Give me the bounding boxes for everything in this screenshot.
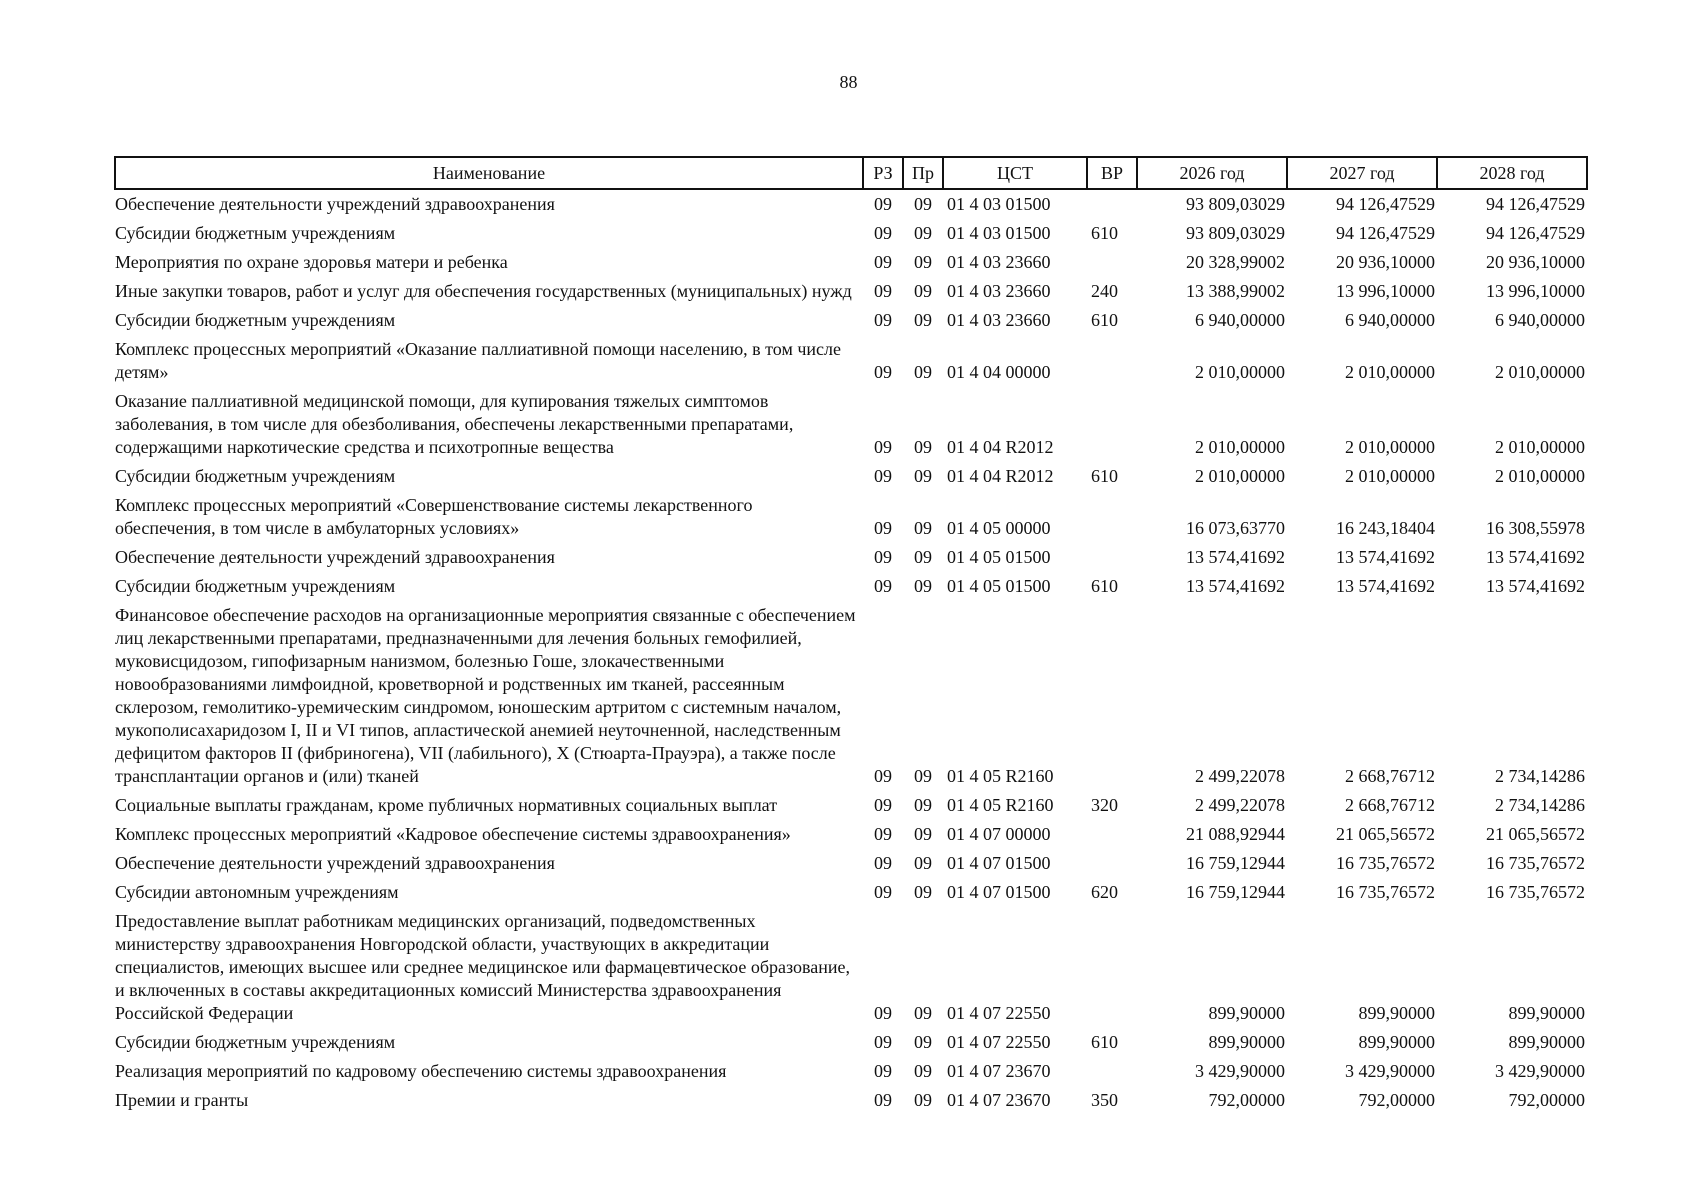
- row-vr: 610: [1091, 1032, 1118, 1052]
- table-row: [115, 306, 1587, 335]
- row-cst: 01 4 03 23660: [947, 281, 1051, 301]
- row-pr: 09: [914, 766, 932, 786]
- table-row: [115, 543, 1587, 572]
- row-rz: 09: [874, 795, 892, 815]
- row-amount-2028: 2 010,00000: [1495, 362, 1585, 382]
- row-cst: 01 4 07 22550: [947, 1003, 1051, 1023]
- row-cst: 01 4 03 01500: [947, 223, 1051, 243]
- table-row: [115, 1086, 1587, 1115]
- row-vr: [1087, 491, 1137, 543]
- row-pr: 09: [914, 1003, 932, 1023]
- table-row: [115, 907, 1587, 1028]
- row-name: Субсидии бюджетным учреждениям: [115, 466, 396, 486]
- row-vr: [1087, 189, 1137, 219]
- row-amount-2026: 16 759,12944: [1186, 853, 1285, 873]
- header-2027: 2027 год: [1287, 157, 1437, 189]
- row-cst: 01 4 05 01500: [947, 576, 1051, 596]
- row-rz: 09: [874, 1003, 892, 1023]
- row-pr: 09: [914, 547, 932, 567]
- row-amount-2026: 20 328,99002: [1186, 252, 1285, 272]
- row-amount-2028: 2 010,00000: [1495, 437, 1585, 457]
- row-cst: 01 4 05 01500: [947, 547, 1051, 567]
- table-row: [115, 820, 1587, 849]
- row-cst: 01 4 04 R2012: [947, 437, 1054, 457]
- row-rz: 09: [874, 466, 892, 486]
- row-amount-2026: 2 010,00000: [1195, 466, 1285, 486]
- row-amount-2026: 2 499,22078: [1195, 795, 1285, 815]
- row-amount-2028: 13 574,41692: [1486, 547, 1585, 567]
- row-amount-2027: 899,90000: [1358, 1032, 1435, 1052]
- row-vr: 620: [1091, 882, 1118, 902]
- row-pr: 09: [914, 853, 932, 873]
- page-number: 88: [839, 72, 858, 92]
- row-pr: 09: [914, 223, 932, 243]
- row-pr: 09: [914, 194, 932, 214]
- row-rz: 09: [874, 766, 892, 786]
- row-amount-2026: 13 574,41692: [1186, 576, 1285, 596]
- table-row: [115, 849, 1587, 878]
- row-pr: 09: [914, 252, 932, 272]
- table-row: [115, 387, 1587, 462]
- row-amount-2027: 2 010,00000: [1345, 362, 1435, 382]
- row-cst: 01 4 03 23660: [947, 252, 1051, 272]
- row-pr: 09: [914, 362, 932, 382]
- row-name: Субсидии бюджетным учреждениям: [115, 1032, 396, 1052]
- row-vr: 240: [1091, 281, 1118, 301]
- row-amount-2027: 3 429,90000: [1345, 1061, 1435, 1081]
- row-pr: 09: [914, 824, 932, 844]
- row-amount-2028: 899,90000: [1508, 1003, 1585, 1023]
- table-row: [115, 189, 1587, 219]
- row-cst: 01 4 05 R2160: [947, 795, 1054, 815]
- row-amount-2026: 16 073,63770: [1186, 518, 1285, 538]
- header-cst: ЦСТ: [943, 157, 1087, 189]
- row-vr: [1087, 849, 1137, 878]
- row-amount-2026: 792,00000: [1208, 1090, 1285, 1110]
- budget-table: [114, 156, 1588, 1115]
- table-body: [115, 189, 1587, 1115]
- row-vr: [1087, 248, 1137, 277]
- row-cst: 01 4 07 22550: [947, 1032, 1051, 1052]
- row-amount-2027: 899,90000: [1358, 1003, 1435, 1023]
- table-row: [115, 277, 1587, 306]
- row-cst: 01 4 03 23660: [947, 310, 1051, 330]
- row-name: Субсидии бюджетным учреждениям: [115, 576, 396, 596]
- row-amount-2027: 2 668,76712: [1345, 795, 1435, 815]
- table-row: [115, 1057, 1587, 1086]
- row-rz: 09: [874, 362, 892, 382]
- row-amount-2027: 13 574,41692: [1336, 547, 1435, 567]
- row-name: Оказание паллиативной медицинской помощи, для купирования тяжелых симптомов заболевания, в том числе для обезболивания, обеспечены лекарственными препаратами, содержащими наркотические средства и психотропные вещества: [115, 391, 794, 457]
- table-row: [115, 491, 1587, 543]
- row-amount-2026: 13 574,41692: [1186, 547, 1285, 567]
- row-name: Субсидии автономным учреждениям: [115, 882, 399, 902]
- row-vr: 610: [1091, 576, 1118, 596]
- row-amount-2028: 3 429,90000: [1495, 1061, 1585, 1081]
- row-pr: 09: [914, 1032, 932, 1052]
- table-row: [115, 462, 1587, 491]
- row-pr: 09: [914, 518, 932, 538]
- row-amount-2026: 93 809,03029: [1186, 223, 1285, 243]
- row-vr: 610: [1091, 466, 1118, 486]
- row-rz: 09: [874, 1061, 892, 1081]
- row-amount-2026: 3 429,90000: [1195, 1061, 1285, 1081]
- row-name: Обеспечение деятельности учреждений здравоохранения: [115, 194, 555, 214]
- row-amount-2027: 94 126,47529: [1336, 194, 1435, 214]
- row-amount-2028: 899,90000: [1508, 1032, 1585, 1052]
- row-name: Предоставление выплат работникам медицинских организаций, подведомственных министерству здравоохранения Новгородской области, участвующих в аккредитации специалистов, имеющих высшее или среднее медицинское или фармацевтическое образование, и включенных в составы аккредитационных комиссий Министерства здравоохранения Российской Федерации: [115, 911, 850, 1023]
- table-row: [115, 791, 1587, 820]
- row-rz: 09: [874, 281, 892, 301]
- row-amount-2027: 13 574,41692: [1336, 576, 1435, 596]
- row-amount-2028: 16 735,76572: [1486, 853, 1585, 873]
- table-row: [115, 878, 1587, 907]
- row-rz: 09: [874, 1032, 892, 1052]
- row-name: Социальные выплаты гражданам, кроме публичных нормативных социальных выплат: [115, 795, 778, 815]
- header-2026: 2026 год: [1137, 157, 1287, 189]
- row-amount-2026: 2 499,22078: [1195, 766, 1285, 786]
- row-amount-2027: 2 668,76712: [1345, 766, 1435, 786]
- row-vr: [1087, 387, 1137, 462]
- table-row: [115, 219, 1587, 248]
- row-amount-2026: 2 010,00000: [1195, 362, 1285, 382]
- row-name: Комплекс процессных мероприятий «Совершенствование системы лекарственного обеспечения, в том числе в амбулаторных условиях»: [115, 495, 753, 538]
- table-row: [115, 572, 1587, 601]
- row-amount-2027: 13 996,10000: [1336, 281, 1435, 301]
- row-name: Обеспечение деятельности учреждений здравоохранения: [115, 853, 555, 873]
- row-name: Комплекс процессных мероприятий «Оказание паллиативной помощи населению, в том числе детям»: [115, 339, 841, 382]
- row-vr: 320: [1091, 795, 1118, 815]
- row-pr: 09: [914, 310, 932, 330]
- row-amount-2027: 94 126,47529: [1336, 223, 1435, 243]
- row-amount-2026: 6 940,00000: [1195, 310, 1285, 330]
- row-amount-2028: 2 734,14286: [1495, 795, 1585, 815]
- row-cst: 01 4 03 01500: [947, 194, 1051, 214]
- table-header: [115, 157, 1587, 189]
- row-pr: 09: [914, 795, 932, 815]
- row-pr: 09: [914, 437, 932, 457]
- row-vr: 350: [1091, 1090, 1118, 1110]
- row-pr: 09: [914, 1061, 932, 1081]
- row-amount-2028: 13 574,41692: [1486, 576, 1585, 596]
- row-cst: 01 4 04 00000: [947, 362, 1051, 382]
- table-row: [115, 601, 1587, 791]
- row-amount-2027: 2 010,00000: [1345, 437, 1435, 457]
- table-row: [115, 248, 1587, 277]
- row-pr: 09: [914, 576, 932, 596]
- row-amount-2028: 94 126,47529: [1486, 223, 1585, 243]
- row-amount-2027: 16 243,18404: [1336, 518, 1435, 538]
- row-amount-2027: 20 936,10000: [1336, 252, 1435, 272]
- row-name: Обеспечение деятельности учреждений здравоохранения: [115, 547, 555, 567]
- row-rz: 09: [874, 194, 892, 214]
- row-name: Реализация мероприятий по кадровому обеспечению системы здравоохранения: [115, 1061, 727, 1081]
- row-cst: 01 4 05 00000: [947, 518, 1051, 538]
- row-rz: 09: [874, 547, 892, 567]
- row-rz: 09: [874, 223, 892, 243]
- row-rz: 09: [874, 252, 892, 272]
- row-amount-2027: 2 010,00000: [1345, 466, 1435, 486]
- row-rz: 09: [874, 437, 892, 457]
- row-name: Иные закупки товаров, работ и услуг для обеспечения государственных (муниципальных) нужд: [115, 281, 852, 301]
- table-row: [115, 335, 1587, 387]
- row-amount-2026: 13 388,99002: [1186, 281, 1285, 301]
- row-amount-2026: 93 809,03029: [1186, 194, 1285, 214]
- row-amount-2028: 792,00000: [1508, 1090, 1585, 1110]
- row-pr: 09: [914, 1090, 932, 1110]
- row-rz: 09: [874, 853, 892, 873]
- header-rz: РЗ: [863, 157, 903, 189]
- row-cst: 01 4 07 23670: [947, 1090, 1051, 1110]
- row-amount-2027: 21 065,56572: [1336, 824, 1435, 844]
- header-pr: Пр: [903, 157, 943, 189]
- row-vr: [1087, 335, 1137, 387]
- row-amount-2027: 792,00000: [1358, 1090, 1435, 1110]
- row-amount-2028: 21 065,56572: [1486, 824, 1585, 844]
- row-pr: 09: [914, 466, 932, 486]
- row-vr: [1087, 601, 1137, 791]
- row-amount-2026: 16 759,12944: [1186, 882, 1285, 902]
- row-vr: [1087, 907, 1137, 1028]
- row-name: Финансовое обеспечение расходов на организационные мероприятия связанные с обеспечением лиц лекарственными препаратами, предназначенными для лечения больных гемофилией, муковисцидозом, гипофизарным нанизмом, болезнью Гоше, злокачественными новообразованиями лимфоидной, кроветворной и родственных им тканей, рассеянным склерозом, гемолитико-уремическим синдромом, юношеским артритом с системным началом, мукополисахаридозом I, II и VI типов, апластической анемией неуточненной, наследственным дефицитом факторов II (фибриногена), VII (лабильного), X (Стюарта-Прауэра), а также после трансплантации органов и (или) тканей: [115, 605, 856, 786]
- row-name: Комплекс процессных мероприятий «Кадровое обеспечение системы здравоохранения»: [115, 824, 791, 844]
- row-vr: 610: [1091, 310, 1118, 330]
- row-amount-2026: 2 010,00000: [1195, 437, 1285, 457]
- row-name: Мероприятия по охране здоровья матери и ребенка: [115, 252, 508, 272]
- row-name: Субсидии бюджетным учреждениям: [115, 310, 396, 330]
- row-amount-2026: 21 088,92944: [1186, 824, 1285, 844]
- row-vr: [1087, 543, 1137, 572]
- row-vr: [1087, 820, 1137, 849]
- row-rz: 09: [874, 310, 892, 330]
- row-amount-2027: 16 735,76572: [1336, 853, 1435, 873]
- row-rz: 09: [874, 824, 892, 844]
- row-amount-2028: 20 936,10000: [1486, 252, 1585, 272]
- row-rz: 09: [874, 518, 892, 538]
- row-amount-2028: 2 734,14286: [1495, 766, 1585, 786]
- row-vr: [1087, 1057, 1137, 1086]
- header-vr: ВР: [1087, 157, 1137, 189]
- row-amount-2028: 16 735,76572: [1486, 882, 1585, 902]
- row-amount-2027: 6 940,00000: [1345, 310, 1435, 330]
- table-row: [115, 1028, 1587, 1057]
- row-amount-2026: 899,90000: [1208, 1003, 1285, 1023]
- row-name: Премии и гранты: [115, 1090, 249, 1110]
- row-vr: 610: [1091, 223, 1118, 243]
- row-cst: 01 4 07 01500: [947, 882, 1051, 902]
- row-amount-2026: 899,90000: [1208, 1032, 1285, 1052]
- row-pr: 09: [914, 281, 932, 301]
- row-cst: 01 4 07 01500: [947, 853, 1051, 873]
- row-rz: 09: [874, 576, 892, 596]
- row-amount-2028: 13 996,10000: [1486, 281, 1585, 301]
- header-2028: 2028 год: [1437, 157, 1587, 189]
- row-name: Субсидии бюджетным учреждениям: [115, 223, 396, 243]
- row-cst: 01 4 04 R2012: [947, 466, 1054, 486]
- header-name: Наименование: [115, 157, 863, 189]
- row-amount-2028: 6 940,00000: [1495, 310, 1585, 330]
- header-row: [115, 157, 1587, 189]
- row-cst: 01 4 05 R2160: [947, 766, 1054, 786]
- row-rz: 09: [874, 882, 892, 902]
- row-amount-2027: 16 735,76572: [1336, 882, 1435, 902]
- row-cst: 01 4 07 00000: [947, 824, 1051, 844]
- row-pr: 09: [914, 882, 932, 902]
- row-amount-2028: 2 010,00000: [1495, 466, 1585, 486]
- row-cst: 01 4 07 23670: [947, 1061, 1051, 1081]
- row-amount-2028: 94 126,47529: [1486, 194, 1585, 214]
- row-amount-2028: 16 308,55978: [1486, 518, 1585, 538]
- row-rz: 09: [874, 1090, 892, 1110]
